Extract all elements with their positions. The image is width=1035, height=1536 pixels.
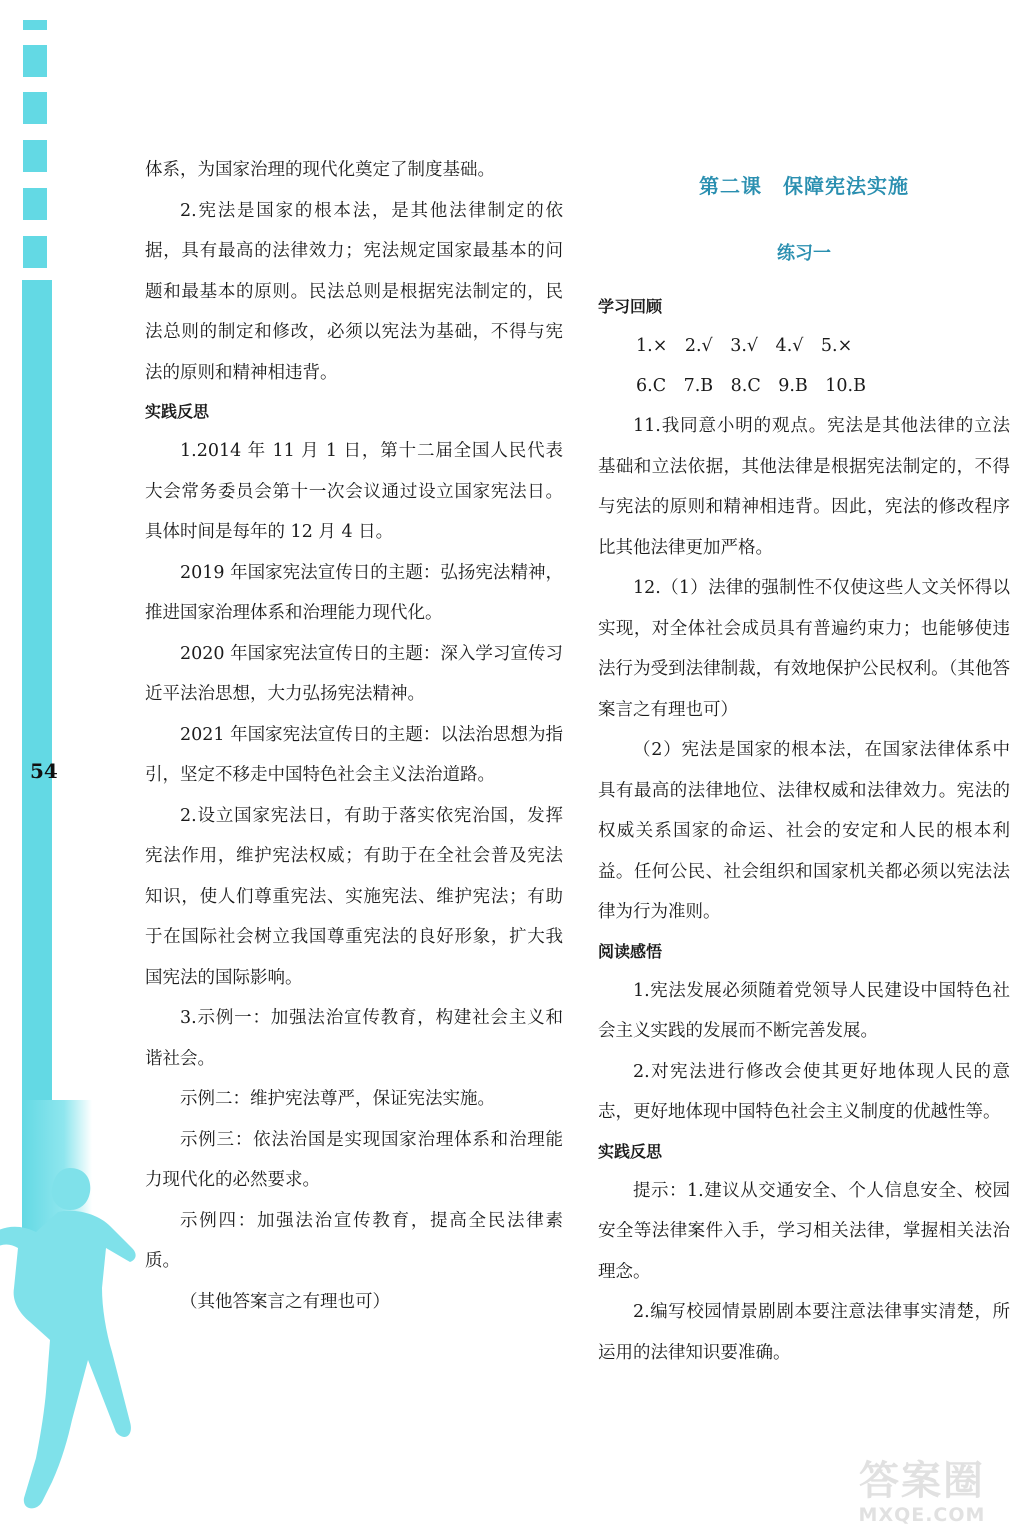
sidebar-band: [22, 280, 52, 1220]
running-child-silhouette: [0, 1160, 140, 1536]
answers-row-1: 1.× 2.√ 3.√ 4.√ 5.×: [636, 336, 853, 356]
page-number: 54: [30, 759, 58, 783]
paragraph-answer-2: 2.宪法是国家的根本法，是其他法律制定的依据，具有最高的法律效力；宪法规定国家最基本的问题和最基本的原则。民法总则是根据宪法制定的，民法总则的制定和修改，必须以宪法为基础，不得与宪法的原则和精神相违背。: [145, 200, 563, 383]
paragraph-intro: 体系，为国家治理的现代化奠定了制度基础。: [145, 160, 495, 180]
watermark-bottom-text: MXQE.COM: [858, 1504, 986, 1526]
paragraph-practice-1: 1.2014 年 11 月 1 日，第十二届全国人民代表大会常务委员会第十一次会议通过设立国家宪法日。具体时间是每年的 12 月 4 日。: [145, 441, 563, 542]
paragraph-practice-3: 3.示例一：加强法治宣传教育，构建社会主义和谐社会。: [145, 1008, 563, 1069]
paragraph-answer-12-1: 12.（1）法律的强制性不仅使这些人文关怀得以实现，对全体社会成员具有普遍约束力；也能够使违法行为受到法律制裁，有效地保护公民权利。（其他答案言之有理也可）: [598, 578, 1010, 720]
exercise-title: 练习一: [777, 243, 831, 264]
sidebar-square: [23, 236, 47, 268]
heading-practice-reflection-right: 实践反思: [598, 1141, 663, 1161]
right-column: [598, 160, 1010, 1373]
paragraph-hint-1: 提示：1.建议从交通安全、个人信息安全、校园安全等法律案件入手，学习相关法律，掌握相关法治理念。: [598, 1180, 1010, 1282]
sidebar-square: [23, 45, 47, 77]
paragraph-other-answers: （其他答案言之有理也可）: [180, 1291, 390, 1312]
watermark-logo: [827, 1458, 1017, 1528]
paragraph-theme-2019: 2019 年国家宪法宣传日的主题：弘扬宪法精神，推进国家治理体系和治理能力现代化。: [145, 562, 563, 623]
sidebar-square: [23, 140, 47, 172]
paragraph-answer-11: 11.我同意小明的观点。宪法是其他法律的立法基础和立法依据，其他法律是根据宪法制定的，不得与宪法的原则和精神相违背。因此，宪法的修改程序比其他法律更加严格。: [598, 416, 1010, 558]
paragraph-example-2: 示例二：维护宪法尊严，保证宪法实施。: [180, 1089, 495, 1109]
sidebar-square: [23, 92, 47, 124]
paragraph-answer-12-2: （2）宪法是国家的根本法，在国家法律体系中具有最高的法律地位、法律权威和法律效力。宪法的权威关系国家的命运、社会的安定和人民的根本利益。任何公民、社会组织和国家机关都必须以宪法法律为行为准则。: [598, 740, 1010, 922]
paragraph-practice-2: 2.设立国家宪法日，有助于落实依宪治国，发挥宪法作用，维护宪法权威；有助于在全社会普及宪法知识，使人们尊重宪法、实施宪法、维护宪法；有助于在国际社会树立我国尊重宪法的良好形象，扩大我国宪法的国际影响。: [145, 805, 563, 988]
heading-study-review: 学习回顾: [598, 297, 663, 316]
heading-reading-insight: 阅读感悟: [598, 941, 663, 961]
lesson-title: 第二课 保障宪法实施: [699, 174, 909, 198]
watermark-top-text: 答案圈: [859, 1458, 985, 1504]
paragraph-example-4: 示例四：加强法治宣传教育，提高全民法律素质。: [145, 1210, 563, 1271]
left-column: [145, 150, 563, 1322]
paragraph-hint-2: 2.编写校园情景剧剧本要注意法律事实清楚，所运用的法律知识要准确。: [598, 1302, 1010, 1363]
paragraph-example-3: 示例三：依法治国是实现国家治理体系和治理能力现代化的必然要求。: [145, 1129, 563, 1190]
paragraph-reading-1: 1.宪法发展必须随着党领导人民建设中国特色社会主义实践的发展而不断完善发展。: [598, 980, 1010, 1041]
sidebar-square: [23, 20, 47, 30]
paragraph-reading-2: 2.对宪法进行修改会使其更好地体现人民的意志，更好地体现中国特色社会主义制度的优越性等。: [598, 1061, 1010, 1122]
paragraph-theme-2021: 2021 年国家宪法宣传日的主题：以法治思想为指引，坚定不移走中国特色社会主义法治道路。: [145, 724, 563, 785]
sidebar-square: [23, 188, 47, 220]
heading-practice-reflection: 实践反思: [145, 402, 210, 421]
answers-row-2: 6.C 7.B 8.C 9.B 10.B: [636, 376, 866, 396]
paragraph-theme-2020: 2020 年国家宪法宣传日的主题：深入学习宣传习近平法治思想，大力弘扬宪法精神。: [145, 643, 563, 704]
